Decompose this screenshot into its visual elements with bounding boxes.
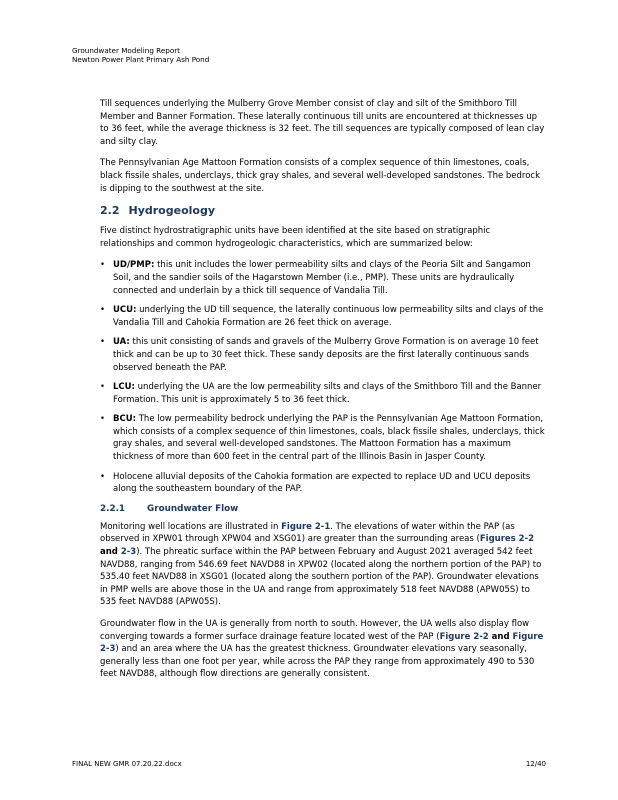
bullet-icon: • [100, 414, 106, 425]
section-heading-groundwater-flow [100, 503, 546, 515]
unit-description: underlying the UD till sequence, the laterally continuous low permeability silts and clays of the Vandalia Till and Cahokia Formation are 26 feet thick on average. [113, 305, 544, 328]
running-header [72, 46, 209, 64]
report-title: Groundwater Modeling Report [72, 46, 181, 55]
text-run: and [488, 631, 513, 642]
document-filename: FINAL NEW GMR 07.20.22.docx [72, 760, 182, 768]
figure-reference-link[interactable]: Figure 2-1 [281, 521, 331, 532]
page-number: 12/40 [525, 760, 546, 768]
report-subtitle: Newton Power Plant Primary Ash Pond [72, 55, 210, 64]
section-number: 2.2 [100, 204, 120, 218]
unit-term: LCU: [113, 382, 135, 393]
unit-term: UD/PMP: [113, 260, 155, 271]
text-run: and [100, 547, 121, 558]
hydrostratigraphic-units-list [100, 259, 546, 496]
paragraph-mattoon-formation: The Pennsylvanian Age Mattoon Formation consists of a complex sequence of thin limestones, coals, black fissile shales, underclays, thick gray shales, and several well-developed sandstones. The bedrock is dipping to the southwest at the site. [100, 158, 541, 194]
figure-reference-link[interactable]: Figure 2-3 [100, 631, 544, 655]
text-run: Monitoring well locations are illustrated in [100, 521, 282, 532]
text-run: . The elevations of water within the PAP (as observed in XPW01 through XPW04 and XSG01) are greater than the surrounding areas ( [100, 521, 515, 545]
bullet-icon: • [100, 260, 106, 271]
section-heading-hydrogeology [100, 204, 546, 218]
bullet-icon: • [100, 337, 106, 348]
figure-reference-link[interactable]: Figures 2-2 [479, 534, 535, 545]
section-title: Hydrogeology [128, 204, 215, 218]
unit-term: UA: [113, 337, 130, 348]
list-item [100, 304, 546, 329]
text-run: ) and an area where the UA has the greatest thickness. Groundwater elevations vary seasonally, generally less than one foot per year, while across the PAP they range from approximately 490 to 530 feet NAVD88, although flow directions are generally consistent. [100, 644, 535, 680]
bullet-icon: • [100, 305, 106, 316]
figure-reference-link[interactable]: 2-3 [120, 547, 137, 558]
list-item [100, 471, 546, 496]
bullet-icon: • [100, 382, 106, 393]
text-run: Groundwater flow in the UA is generally from north to south. However, the UA wells also display flow converging towards a former surface drainage feature located west of the PAP ( [100, 619, 530, 642]
unit-description: this unit includes the lower permeability silts and clays of the Peoria Silt and Sangamon Soil, and the sandier soils of the Hagarstown Member (i.e., PMP). These units are hydraulically connected and underlain by a thick till sequence of Vandalia Till. [113, 260, 531, 296]
subsection-title: Groundwater Flow [147, 503, 239, 514]
unit-description: The low permeability bedrock underlying the PAP is the Pennsylvanian Age Mattoon Formation, which consists of a complex sequence of thin limestones, coals, black fissile shales, underclays, thick gray shales, and several well-developed sandstones. The Mattoon Formation has a maximum thickness of more than 600 feet in the central part of the Illinois Basin in Jasper County. [113, 414, 545, 463]
list-item [100, 336, 546, 374]
unit-description: this unit consisting of sands and gravels of the Mulberry Grove Formation is on average 10 feet thick and can be up to 30 feet thick. These sandy deposits are the first laterally continuous sands observed beneath the PAP. [113, 337, 539, 373]
paragraph-hydrogeology-intro: Five distinct hydrostratigraphic units have been identified at the site based on stratigraphic relationships and common hydrogeologic characteristics, which are summarized below: [100, 226, 491, 249]
page-body [100, 98, 546, 690]
paragraph-till-sequences: Till sequences underlying the Mulberry Grove Member consist of clay and silt of the Smithboro Till Member and Banner Formation. These laterally continuous till units are encountered at thicknesses up to 36 feet, while the average thickness is 32 feet. The till sequences are typically composed of lean clay and silty clay. [100, 99, 545, 147]
bullet-icon: • [100, 471, 106, 482]
list-item [100, 381, 546, 406]
unit-term: BCU: [113, 414, 137, 425]
subsection-number: 2.2.1 [100, 503, 126, 514]
figure-reference-link[interactable]: Figure 2-2 [439, 631, 489, 642]
unit-description: underlying the UA are the low permeability silts and clays of the Smithboro Till and the Banner Formation. This unit is approximately 5 to 36 feet thick. [113, 382, 542, 405]
text-run: ). The phreatic surface within the PAP between February and August 2021 averaged 542 feet NAVD88, ranging from 546.69 feet NAVD88 in XPW02 (located along the northern portion of the PAP) to 535.40 feet NAVD88 in XSG01 (located along the southern portion of the PAP). Groundwater elevations in PMP wells are above those in the UA and range from approximately 518 feet NAVD88 (APW05S) to 535 feet NAVD88 (APW05S). [100, 547, 542, 608]
paragraph-monitoring-wells [100, 521, 546, 609]
unit-description: Holocene alluvial deposits of the Cahokia formation are expected to replace UD and UCU deposits along the southeastern boundary of the PAP. [113, 471, 531, 495]
list-item [100, 413, 546, 463]
paragraph-groundwater-flow [100, 618, 546, 681]
unit-term: UCU: [113, 305, 137, 316]
list-item [100, 259, 546, 297]
